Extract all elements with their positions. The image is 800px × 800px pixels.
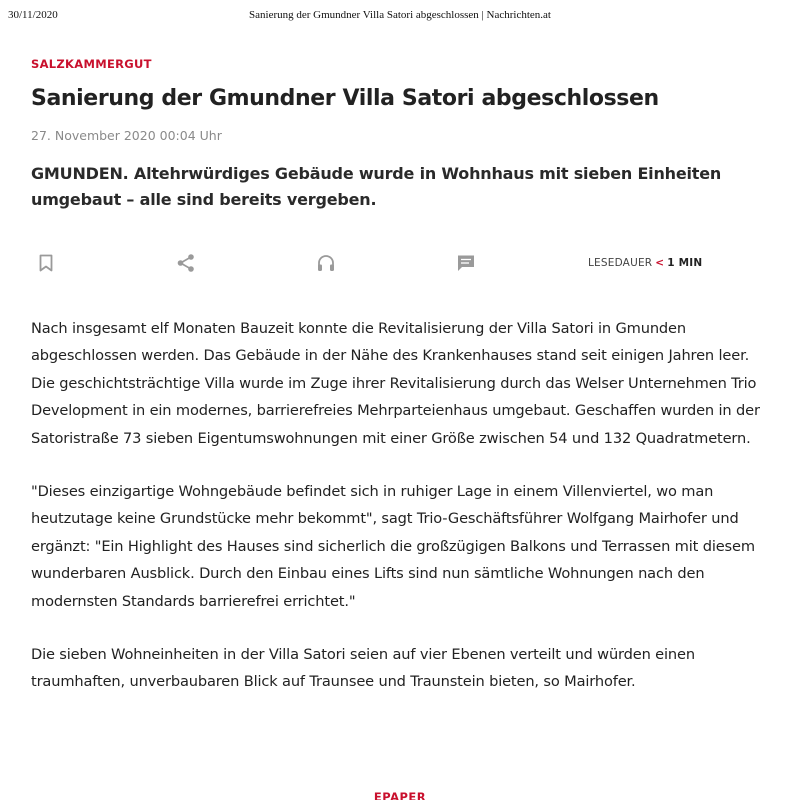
article-lead: GMUNDEN. Altehrwürdiges Gebäude wurde in Wohnhaus mit sieben Einheiten umgebaut – alle sind bereits vergeben.	[31, 164, 722, 209]
article-headline: Sanierung der Gmundner Villa Satori abgeschlossen	[31, 86, 659, 111]
reading-time-separator: <	[655, 257, 665, 269]
epaper-link[interactable]: EPAPER	[373, 790, 427, 800]
print-header	[8, 9, 792, 25]
comment-icon[interactable]	[455, 252, 477, 274]
body-paragraph: Nach insgesamt elf Monaten Bauzeit konnte die Revitalisierung der Villa Satori in Gmunden abgeschlossen werden. Das Gebäude in der Nähe des Krankenhauses stand seit einigen Jahren leer. Die geschichtsträchtige Villa wurde im Zuge ihrer Revitalisierung durch das Welser Unternehmen Trio Development in ein modernes, barrierefreies Mehrparteienhaus umgebaut. Geschaffen wurden in der Satoristraße 73 sieben Eigentumswohnungen mit einer Größe zwischen 54 und 132 Quadratmetern.	[31, 320, 760, 447]
article-body	[31, 315, 773, 722]
article-action-bar	[31, 250, 773, 278]
headphones-icon[interactable]	[315, 252, 337, 274]
bookmark-icon[interactable]	[35, 252, 57, 274]
article-dateline: 27. November 2020 00:04 Uhr	[31, 128, 222, 143]
reading-time	[588, 257, 702, 269]
section-kicker[interactable]: SALZKAMMERGUT	[31, 57, 152, 71]
print-page-title: Sanierung der Gmundner Villa Satori abgeschlossen | Nachrichten.at	[249, 9, 551, 21]
share-icon[interactable]	[175, 252, 197, 274]
article-header	[31, 56, 773, 213]
print-date: 30/11/2020	[8, 9, 58, 21]
reading-time-label: LESEDAUER	[588, 257, 653, 269]
reading-time-value: 1 MIN	[667, 257, 703, 269]
body-paragraph: Die sieben Wohneinheiten in der Villa Satori seien auf vier Ebenen verteilt und würden einen traumhaften, unverbaubaren Blick auf Traunsee und Traunstein bieten, so Mairhofer.	[31, 646, 695, 691]
body-paragraph: "Dieses einzigartige Wohngebäude befindet sich in ruhiger Lage in einem Villenviertel, wo man heutzutage keine Grundstücke mehr bekommt", sagt Trio-Geschäftsführer Wolfgang Mairhofer und ergänzt: "Ein Highlight des Hauses sind sicherlich die großzügigen Balkons und Terrassen mit diesem wunderbaren Ausblick. Durch den Einbau eines Lifts sind nun sämtliche Wohnungen nach den modernsten Standards barrierefrei errichtet."	[31, 483, 755, 610]
